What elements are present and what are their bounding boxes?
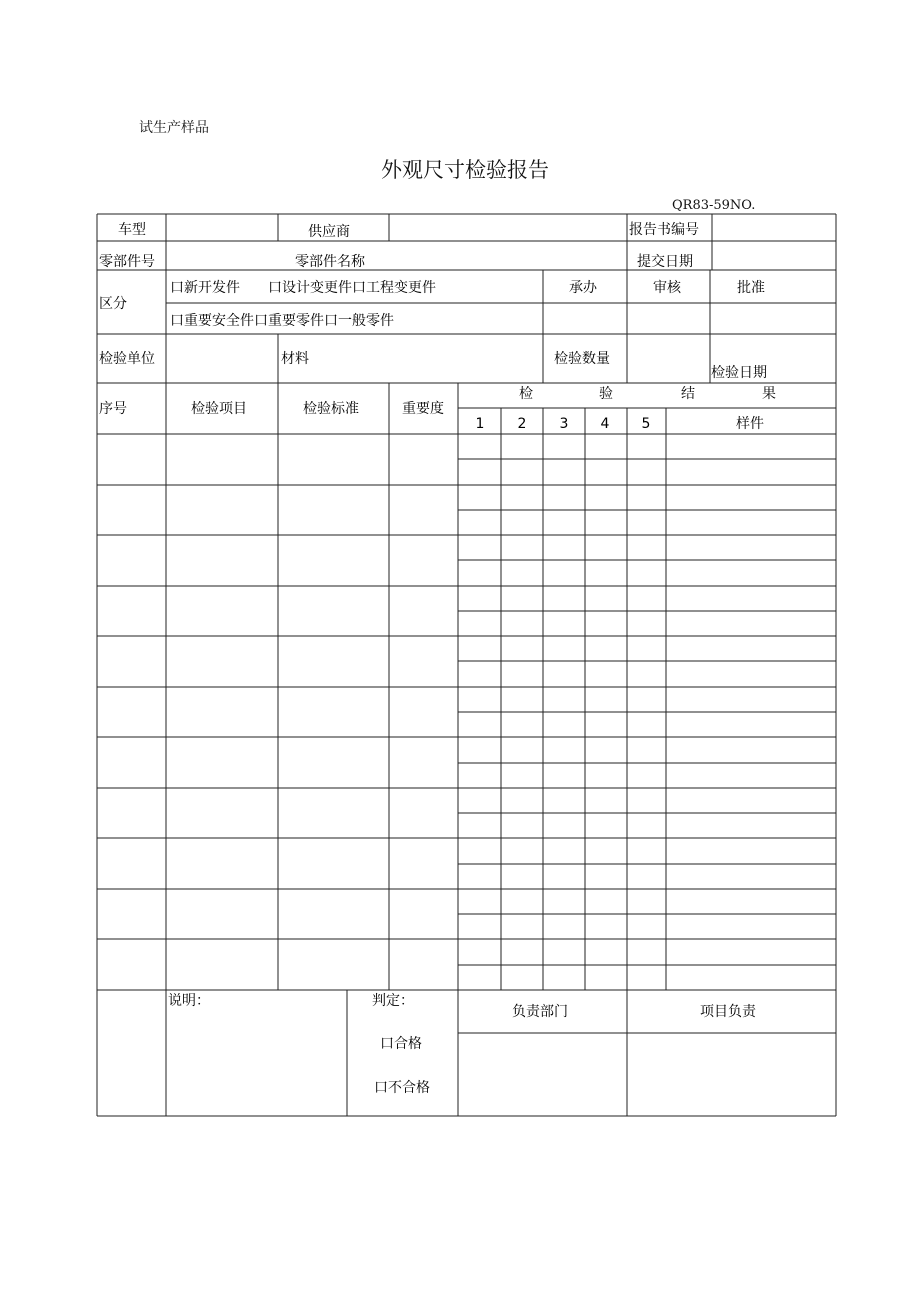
label-material: 材料 xyxy=(281,351,309,367)
option-pass: 口合格 xyxy=(380,1036,422,1052)
results-char: 果 xyxy=(762,386,776,402)
results-char: 检 xyxy=(519,386,533,402)
results-char: 验 xyxy=(599,386,613,402)
col-item: 检验项目 xyxy=(191,401,247,417)
label-notes: 说明： xyxy=(168,993,210,1009)
label-handler: 承办 xyxy=(569,280,597,296)
label-report-no: 报告书编号 xyxy=(629,222,699,238)
report-title: 外观尺寸检验报告 xyxy=(381,158,549,182)
sample-type-note: 试生产样品 xyxy=(139,120,209,136)
label-vehicle-model: 车型 xyxy=(118,222,146,238)
category-options-change-type: 口新开发件 口设计变更件口工程变更件 xyxy=(170,280,436,296)
label-category: 区分 xyxy=(99,296,127,312)
label-inspection-unit: 检验单位 xyxy=(99,351,155,367)
sample-num-2: 2 xyxy=(517,416,527,432)
col-importance: 重要度 xyxy=(402,401,444,417)
sample-label: 样件 xyxy=(736,416,764,432)
label-part-no: 零部件号 xyxy=(99,254,155,270)
label-responsible-dept: 负责部门 xyxy=(512,1004,568,1020)
form-code: QR83-59NO. xyxy=(672,198,756,213)
col-seq: 序号 xyxy=(99,401,127,417)
sample-num-1: 1 xyxy=(475,416,485,432)
sample-num-3: 3 xyxy=(559,416,569,432)
sample-num-4: 4 xyxy=(600,416,610,432)
label-judgment: 判定： xyxy=(372,993,414,1009)
option-fail: 口不合格 xyxy=(374,1080,430,1096)
label-inspection-qty: 检验数量 xyxy=(554,351,610,367)
category-options-importance: 口重要安全件口重要零件口一般零件 xyxy=(170,313,394,329)
results-char: 结 xyxy=(681,386,695,402)
label-reviewer: 审核 xyxy=(653,280,681,296)
sample-num-5: 5 xyxy=(641,416,651,432)
label-inspection-date: 检验日期 xyxy=(711,365,767,381)
label-part-name: 零部件名称 xyxy=(295,254,365,270)
label-project-owner: 项目负责 xyxy=(700,1004,756,1020)
label-approver: 批准 xyxy=(737,280,765,296)
col-standard: 检验标准 xyxy=(303,401,359,417)
label-supplier: 供应商 xyxy=(308,224,350,240)
label-submit-date: 提交日期 xyxy=(637,254,693,270)
